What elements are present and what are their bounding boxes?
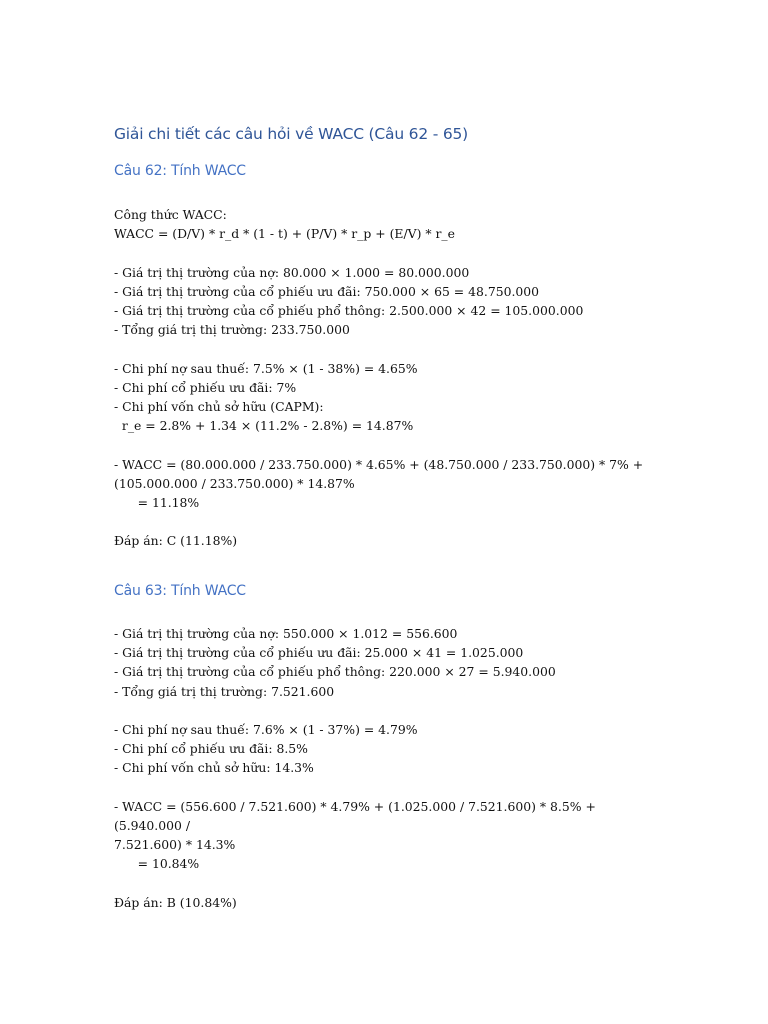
text-line: - Giá trị thị trường của nợ: 550.000 × 1.012 = 556.600 — [114, 626, 458, 641]
blank-line — [114, 512, 654, 531]
text-line: - Giá trị thị trường của cổ phiếu phổ thông: 2.500.000 × 42 = 105.000.000 — [114, 303, 584, 318]
blank-line — [114, 243, 654, 262]
blank-line — [114, 778, 654, 797]
text-line: - WACC = (556.600 / 7.521.600) * 4.79% + (1.025.000 / 7.521.600) * 8.5% + (5.940.000 / — [114, 798, 600, 833]
section-body-62 — [114, 205, 654, 551]
text-line: - Chi phí cổ phiếu ưu đãi: 7% — [114, 379, 297, 395]
section-body-63 — [114, 624, 654, 912]
document-title: Giải chi tiết các câu hỏi về WACC (Câu 62 - 65) — [114, 125, 469, 143]
text-line: = 11.18% — [114, 495, 200, 510]
text-line: - Tổng giá trị thị trường: 7.521.600 — [114, 683, 335, 699]
text-line: - Chi phí nợ sau thuế: 7.6% × (1 - 37%) = 4.79% — [114, 722, 418, 737]
text-line: - WACC = (80.000.000 / 233.750.000) * 4.65% + (48.750.000 / 233.750.000) * 7% + — [114, 456, 644, 472]
text-line: WACC = (D/V) * r_d * (1 - t) + (P/V) * r_p + (E/V) * r_e — [114, 226, 455, 242]
text-line: - Giá trị thị trường của cổ phiếu phổ thông: 220.000 × 27 = 5.940.000 — [114, 664, 556, 680]
text-line: 7.521.600) * 14.3% — [114, 837, 236, 853]
document-page — [114, 0, 654, 1024]
blank-line — [114, 435, 654, 454]
text-line: - Giá trị thị trường của cổ phiếu ưu đãi: 25.000 × 41 = 1.025.000 — [114, 645, 524, 661]
text-line: - Giá trị thị trường của cổ phiếu ưu đãi: 750.000 × 65 = 48.750.000 — [114, 283, 540, 299]
blank-line — [114, 874, 654, 893]
text-line: - Chi phí vốn chủ sở hữu: 14.3% — [114, 760, 314, 776]
section-heading-63: Câu 63: Tính WACC — [114, 583, 246, 599]
text-line: Đáp án: B (10.84%) — [114, 894, 237, 910]
section-heading-62: Câu 62: Tính WACC — [114, 163, 246, 179]
blank-line — [114, 339, 654, 358]
text-line: Đáp án: C (11.18%) — [114, 533, 238, 549]
text-line: Công thức WACC: — [114, 207, 227, 222]
text-line: r_e = 2.8% + 1.34 × (11.2% - 2.8%) = 14.87% — [114, 418, 414, 434]
text-line: = 10.84% — [114, 856, 200, 872]
blank-line — [114, 701, 654, 720]
text-line: - Chi phí nợ sau thuế: 7.5% × (1 - 38%) = 4.65% — [114, 360, 418, 376]
text-line: (105.000.000 / 233.750.000) * 14.87% — [114, 475, 355, 491]
text-line: - Tổng giá trị thị trường: 233.750.000 — [114, 322, 350, 338]
text-line: - Giá trị thị trường của nợ: 80.000 × 1.000 = 80.000.000 — [114, 264, 470, 280]
text-line: - Chi phí cổ phiếu ưu đãi: 8.5% — [114, 741, 308, 757]
text-line: - Chi phí vốn chủ sở hữu (CAPM): — [114, 399, 324, 414]
